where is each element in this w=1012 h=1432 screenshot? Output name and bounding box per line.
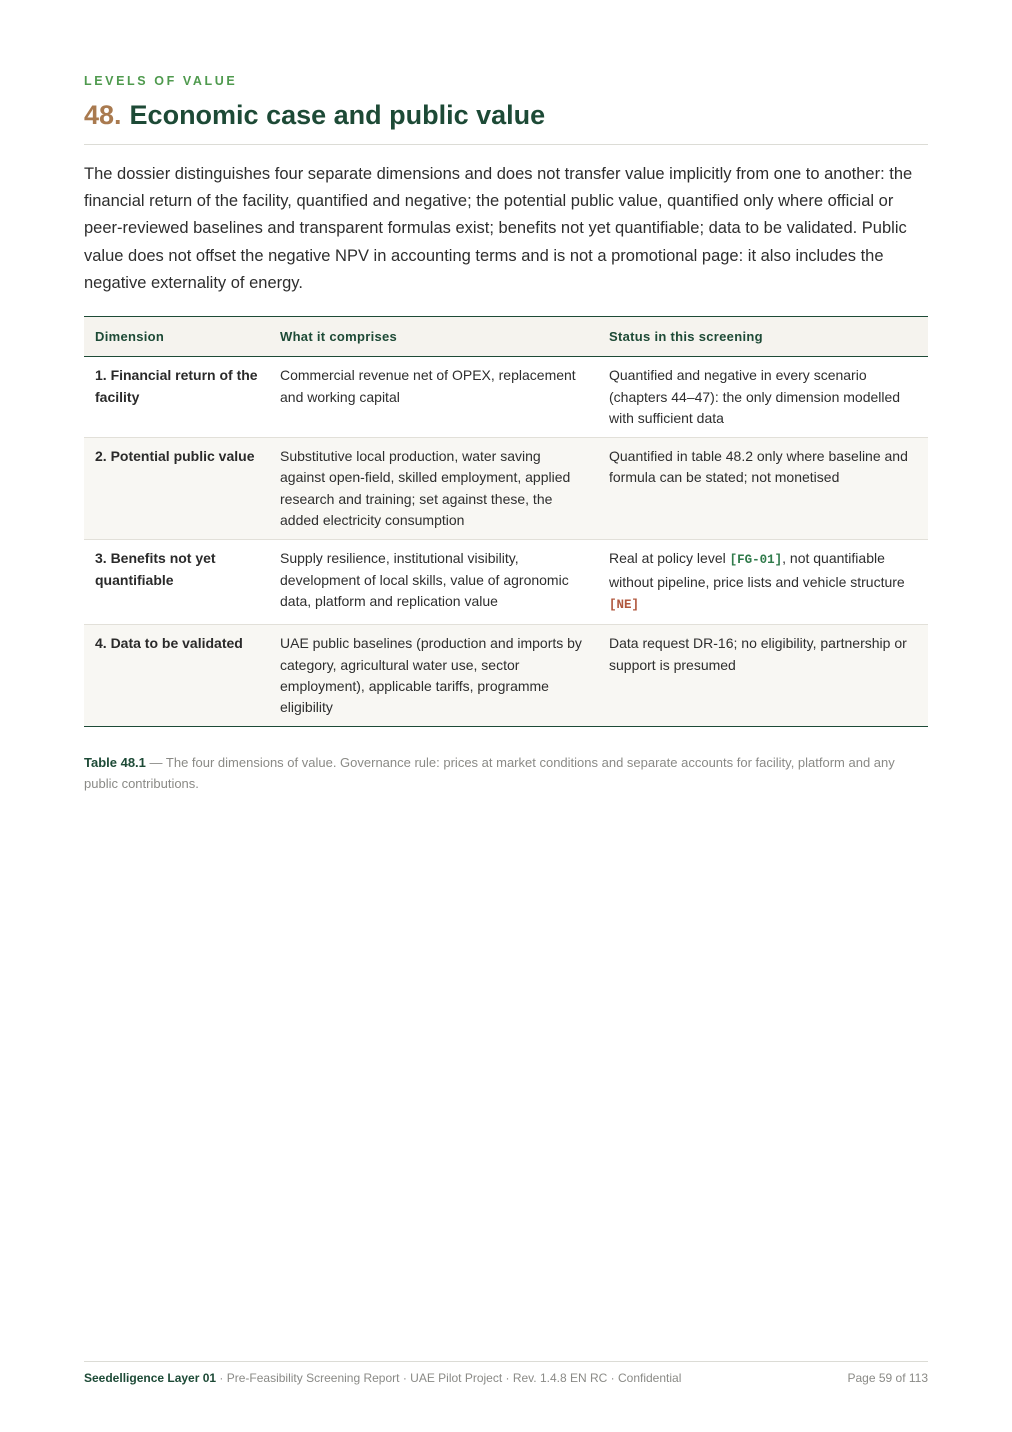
table-header-row [84, 317, 928, 357]
table-row [84, 438, 928, 540]
cell-dimension: 3. Benefits not yet quantifiable [84, 540, 269, 625]
table-row [84, 625, 928, 727]
cell-dimension: 1. Financial return of the facility [84, 357, 269, 438]
cell-comprises: Commercial revenue net of OPEX, replacement and working capital [269, 357, 598, 438]
section-number: 48. [84, 100, 122, 130]
cell-status [598, 540, 928, 625]
value-dimensions-table [84, 316, 928, 727]
cell-status: Quantified in table 48.2 only where baseline and formula can be stated; not monetised [598, 438, 928, 540]
cell-status: Quantified and negative in every scenario (chapters 44–47): the only dimension modelled with sufficient data [598, 357, 928, 438]
table-row [84, 540, 928, 625]
cell-status: Data request DR-16; no eligibility, partnership or support is presumed [598, 625, 928, 727]
cell-comprises: Supply resilience, institutional visibility, development of local skills, value of agronomic data, platform and replication value [269, 540, 598, 625]
caption-text: — The four dimensions of value. Governance rule: prices at market conditions and separate accounts for facility, platform and any public contributions. [84, 755, 895, 791]
reference-tag-fg01: [FG-01] [729, 553, 783, 568]
page-footer [84, 1371, 928, 1385]
cell-dimension: 2. Potential public value [84, 438, 269, 540]
caption-label: Table 48.1 [84, 755, 146, 770]
reference-tag-ne: [NE] [609, 597, 640, 612]
title-divider [84, 144, 928, 145]
cell-comprises: UAE public baselines (production and imports by category, agricultural water use, sector employment), applicable tariffs, programme eligibility [269, 625, 598, 727]
cell-dimension: 4. Data to be validated [84, 625, 269, 727]
intro-paragraph: The dossier distinguishes four separate dimensions and does not transfer value implicitly from one to another: the financial return of the facility, quantified and negative; the potential public value, quantified only where official or peer-reviewed baselines and transparent formulas exist; benefits not yet quantifiable; data to be validated. Public value does not offset the negative NPV in accounting terms and is not a promotional page: it also includes the negative externality of energy. [84, 165, 913, 292]
table-row [84, 357, 928, 438]
section-title [84, 100, 545, 131]
footer-meta: · Pre-Feasibility Screening Report · UAE Pilot Project · Rev. 1.4.8 EN RC · Confidential [216, 1371, 682, 1385]
column-header-comprises: What it comprises [269, 317, 598, 357]
column-header-status: Status in this screening [598, 317, 928, 357]
footer-divider [84, 1361, 928, 1362]
table-caption [84, 753, 928, 794]
section-title-text: Economic case and public value [129, 100, 546, 130]
page-number: Page 59 of 113 [847, 1371, 928, 1385]
cell-comprises: Substitutive local production, water saving against open-field, skilled employment, applied research and training; set against these, the added electricity consumption [269, 438, 598, 540]
footer-brand: Seedelligence Layer 01 [84, 1371, 217, 1385]
status-text: , not quantifiable without pipeline, price lists and vehicle structure [609, 550, 905, 590]
status-text: Real at policy level [609, 550, 726, 567]
column-header-dimension: Dimension [84, 317, 269, 357]
section-eyebrow: LEVELS OF VALUE [84, 74, 238, 88]
